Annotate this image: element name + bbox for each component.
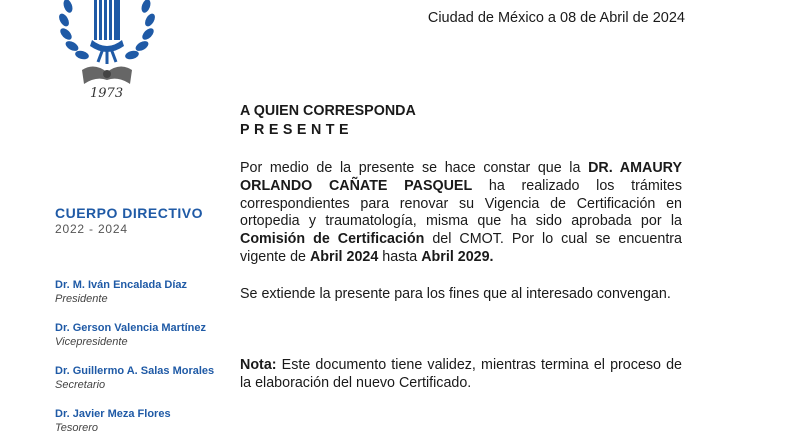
commission-name: Comisión de Certificación bbox=[240, 231, 425, 248]
note-text: Este documento tiene validez, mientras termina el proceso de la elaboración del nuevo Certificado. bbox=[240, 357, 682, 391]
p1-text-1: Por medio de la presente se hace constar que la bbox=[240, 160, 589, 176]
member-name: Dr. Gerson Valencia Martínez bbox=[55, 322, 207, 334]
member-role: Secretario bbox=[55, 379, 106, 391]
note-paragraph bbox=[240, 357, 682, 393]
member-name: Dr. Javier Meza Flores bbox=[55, 408, 171, 420]
recipient-line: A QUIEN CORRESPONDA bbox=[240, 103, 416, 119]
letter-paragraph-2: Se extiende la presente para los fines que al interesado convengan. bbox=[240, 286, 671, 302]
p1-text-3: del CMOT. Por lo cual se encuentra vigente de bbox=[240, 231, 682, 265]
present-line: PRESENTE bbox=[240, 122, 354, 138]
board-member bbox=[55, 278, 187, 306]
member-role: Vicepresidente bbox=[55, 336, 128, 348]
board-period: 2022 - 2024 bbox=[55, 222, 128, 236]
member-role: Presidente bbox=[55, 293, 108, 305]
doctor-name: DR. AMAURY ORLANDO CAÑATE PASQUEL bbox=[240, 160, 683, 194]
board-member bbox=[55, 321, 206, 349]
date-line: Ciudad de México a 08 de Abril de 2024 bbox=[427, 10, 685, 26]
p1-text-2: ha realizado los trámites correspondientes para renovar su Vigencia de Certificación en ortopedia y traumatología, misma que ha sido aprobada por la bbox=[240, 177, 682, 230]
valid-until: Abril 2029. bbox=[421, 248, 494, 265]
board-member bbox=[55, 364, 214, 392]
note-label: Nota: bbox=[240, 357, 277, 373]
member-name: Dr. M. Iván Encalada Díaz bbox=[55, 279, 188, 291]
logo-year: 1973 bbox=[90, 86, 124, 101]
member-role: Tesorero bbox=[55, 422, 99, 434]
valid-from: Abril 2024 bbox=[309, 248, 379, 265]
member-name: Dr. Guillermo A. Salas Morales bbox=[55, 365, 215, 377]
letter-paragraph-1 bbox=[240, 160, 682, 267]
board-member bbox=[55, 407, 171, 435]
p1-text-4: hasta bbox=[378, 248, 422, 265]
board-title: CUERPO DIRECTIVO bbox=[55, 205, 204, 221]
